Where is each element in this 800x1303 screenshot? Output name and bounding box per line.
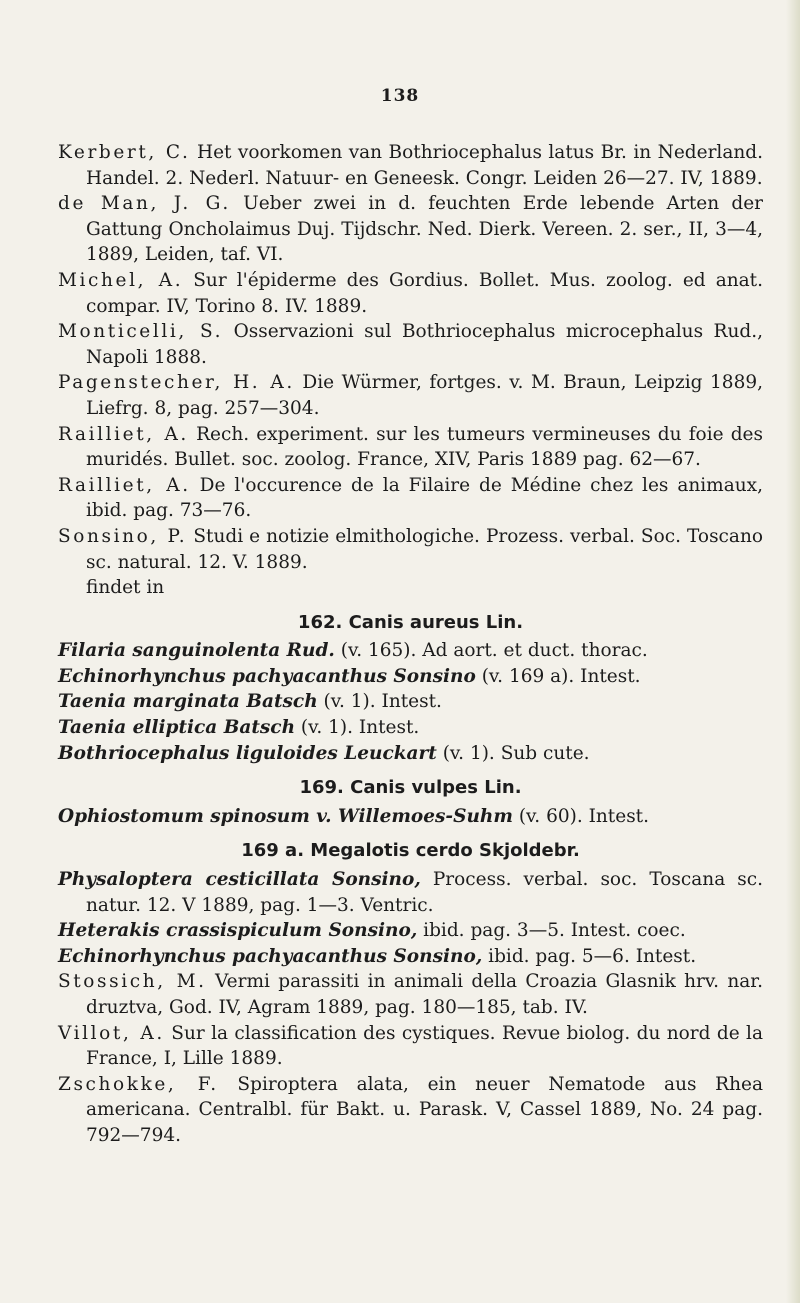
reference-text: De l'occurence de la Filaire de Médine chez les animaux, ibid. pag. 73—76. [86,474,763,522]
host-heading: 162. Canis aureus Lin. [297,611,524,633]
reference-entry [58,319,763,370]
species-name: Echinorhynchus pachyacanthus Sonsino [58,665,476,687]
reference-author: Monticelli, S. [58,321,224,343]
reference-list-top [58,140,763,575]
parasite-detail: (v. 1). Sub cute. [436,742,590,764]
host-heading: 169 a. Megalotis cerdo Skjoldebr. [241,840,580,862]
reference-text: Rech. experiment. sur les tumeurs vermineuses du foie des muridés. Bullet. soc. zoolog. France, XIV, Paris 1889 pag. 62—67. [86,423,763,471]
reference-author: Railliet, A. [58,423,189,445]
reference-author: Stossich, M. [58,971,207,993]
reference-text: Vermi parassiti in animali della Croazia Glasnik hrv. nar. druztva, God. IV, Agram 1889, pag. 180—185, tab. IV. [86,971,763,1018]
species-name: Echinorhynchus pachyacanthus Sonsino, [58,945,483,967]
reference-author: Pagenstecher, H. A. [58,372,295,394]
reference-author: Michel, A. [58,269,184,291]
reference-list-bottom [58,969,763,1148]
reference-text: Spiroptera alata, ein neuer Nematode aus Rhea americana. Centralbl. für Bakt. u. Parask. V, Cassel 1889, No. 24 pag. 792—794. [86,1073,763,1146]
findet-in-note: findet in [86,577,165,599]
parasite-entry [58,804,763,830]
reference-author: Villot, A. [58,1022,165,1044]
reference-text: Studi e notizie elmithologiche. Prozess. verbal. Soc. Toscano sc. natural. 12. V. 1889. [86,525,764,573]
reference-text: Ueber zwei in d. feuchten Erde lebende Arten der Gattung Oncholaimus Duj. Tijdschr. Ned. Dierk. Vereen. 2. ser., II, 3—4, 1889, Leiden, taf. VI. [86,193,763,266]
page-number: 138 [380,86,420,106]
reference-author: de Man, J. G. [58,193,231,215]
host-heading: 169. Canis vulpes Lin. [299,777,522,799]
parasite-detail: Process. verbal. soc. Toscana sc. natur. 12. V 1889, pag. 1—3. Ventric. [86,869,764,916]
parasite-detail: (v. 60). Intest. [512,805,650,827]
species-name: Taenia marginata Batsch [58,691,318,713]
page-edge-shadow [786,0,800,1303]
species-name: Heterakis crassispiculum Sonsino, [58,920,418,942]
reference-entry [58,191,763,268]
reference-entry [58,473,763,524]
host-section-162 [58,610,763,767]
parasite-detail: ibid. pag. 3—5. Intest. coec. [417,920,686,942]
reference-author: Railliet, A. [58,474,191,496]
parasite-entry [58,638,763,664]
parasite-detail: (v. 169 a). Intest. [475,665,641,687]
reference-entry [58,1072,763,1149]
species-name: Taenia elliptica Batsch [58,717,296,739]
parasite-detail: (v. 1). Intest. [295,717,420,739]
reference-entry [58,370,763,421]
parasite-entry [58,867,763,918]
reference-author: Kerbert, C. [58,142,191,163]
reference-entry [58,1021,763,1072]
parasite-detail: (v. 165). Ad aort. et duct. thorac. [334,640,648,662]
host-section-169a [58,838,763,969]
parasite-entry [58,944,763,970]
reference-entry [58,422,763,473]
host-section-169 [58,775,763,829]
reference-entry [58,524,763,575]
reference-text: Die Würmer, fortges. v. M. Braun, Leipzig 1889, Liefrg. 8, pag. 257—304. [86,372,763,419]
parasite-detail: (v. 1). Intest. [317,691,442,713]
species-name: Filaria sanguinolenta Rud. [58,640,335,662]
reference-author: Zschokke, F. [58,1073,219,1095]
species-name: Physaloptera cesticillata Sonsino, [58,869,421,891]
reference-entry [58,969,763,1020]
reference-entry [58,268,763,319]
reference-text: Sur l'épiderme des Gordius. Bollet. Mus. zoolog. ed anat. compar. IV, Torino 8. IV. 1889. [86,269,763,317]
reference-entry [58,140,763,191]
species-name: Bothriocephalus liguloides Leuckart [58,742,437,764]
parasite-entry [58,741,763,767]
parasite-detail: ibid. pag. 5—6. Intest. [482,945,697,967]
reference-text: Het voorkomen van Bothriocephalus latus Br. in Nederland. Handel. 2. Nederl. Natuur- en Geneesk. Congr. Leiden 26—27. IV, 1889. [86,142,763,189]
page-content [58,140,763,1149]
species-name: Ophiostomum spinosum v. Willemoes-Suhm [58,805,513,827]
reference-text: Osservazioni sul Bothriocephalus microcephalus Rud., Napoli 1888. [86,321,763,368]
reference-author: Sonsino, P. [58,525,188,547]
parasite-entry [58,689,763,715]
reference-text: Sur la classification des cystiques. Revue biolog. du nord de la France, I, Lille 1889. [86,1022,763,1070]
parasite-entry [58,715,763,741]
parasite-entry [58,918,763,944]
parasite-entry [58,664,763,690]
